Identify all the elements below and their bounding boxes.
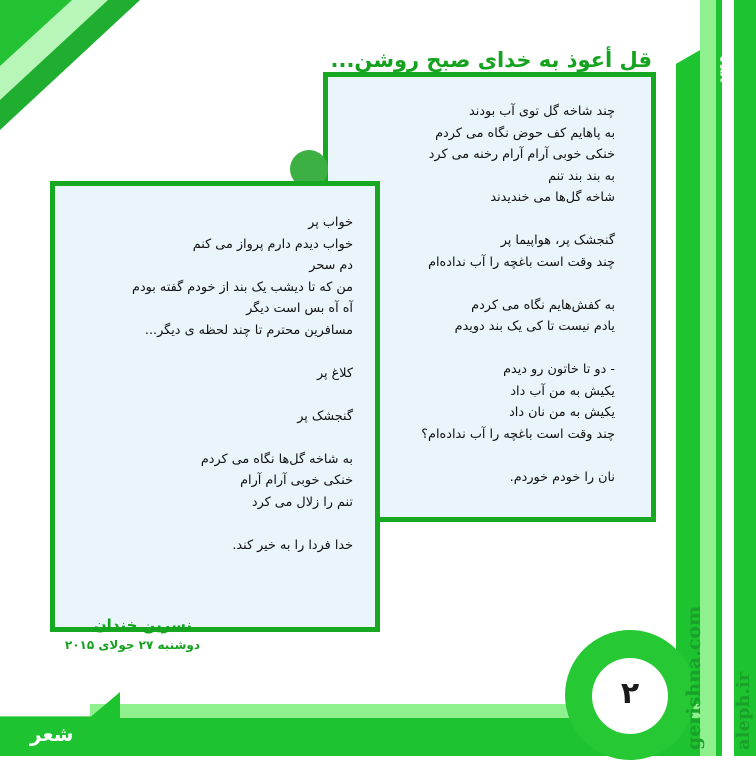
poem-left-text: خواب پر خواب دیدم دارم پرواز می کنم دم سحر من که تا دیشب یک بند از خودم گفته بودم آه آه بس است دیگر مسافرین محترم تا چند لحظه ی دیگر... کلاغ پر گنجشک پر به شاخه گل‌ها نگاه می کردم خنکی خوبی آرام آرام تنم را زلال می کرد خدا فردا را به خیر کند.: [132, 215, 353, 553]
corner-decoration-inner: [0, 0, 72, 66]
site-name-gerishna: gerishna.com: [683, 605, 705, 750]
section-label: شعر: [30, 722, 74, 746]
site-name-aleph: aleph.ir: [733, 671, 754, 750]
page-number: ۲: [620, 676, 640, 711]
author-name: نسرین خندان: [93, 616, 192, 634]
author-date: دوشنبه ۲۷ جولای ۲۰۱۵: [64, 638, 200, 652]
poem-right-text: چند شاخه گل توی آب بودند به پاهایم کف حوض نگاه می کردم خنکی خوبی آرام آرام رخنه می کرد به بند بند تنم شاخه گل‌ها می خندیدند گنجشک پر، هواپیما پر چند وقت است باغچه را آب نداده‌ام به کفش‌هایم نگاه می کردم یادم نیست تا کی یک بند دویدم - دو تا خاتون رو دیدم یکیش به من آب داد یکیش به من نان داد چند وقت است باغچه را آب نداده‌ام؟ نان را خودم خوردم.: [421, 104, 615, 485]
poem-box-left: [50, 181, 380, 632]
page-title: قل أعوذ به خدای صبح روشن...: [330, 48, 652, 72]
top-page-number: ۲۴۵: [716, 54, 734, 82]
